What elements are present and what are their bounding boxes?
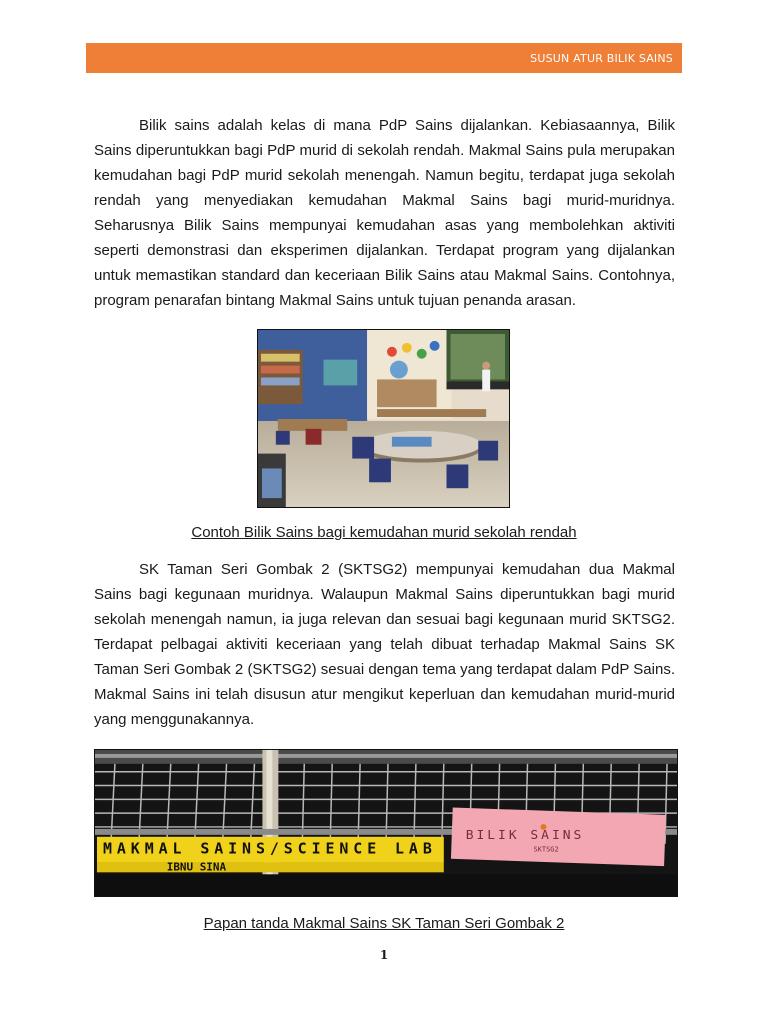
page-number: 1: [379, 948, 389, 962]
pink-sign-line2: SKTSG2: [533, 845, 559, 854]
paragraph-intro: Bilik sains adalah kelas di mana PdP Sains dijalankan. Kebiasaannya, Bilik Sains diperuntukkan bagi PdP murid di sekolah rendah. Makmal Sains pula merupakan kemudahan bagi PdP murid sekolah menengah. Namun begitu, terdapat juga sekolah rendah yang menyediakan kemudahan Makmal Sains bagi murid-muridnya. Seharusnya Bilik Sains mempunyai kemudahan asas yang membolehkan aktiviti seperti demonstrasi dan eksperimen dijalankan. Terdapat program yang dijalankan untuk memastikan standard dan keceriaan Bilik Sains atau Makmal Sains. Contohnya, program penarafan bintang Makmal Sains untuk tujuan penanda arasan.: [94, 117, 675, 309]
header-title: SUSUN ATUR BILIK SAINS: [530, 51, 673, 65]
pink-sign-line1: BILIK SAINS: [465, 827, 585, 843]
yellow-sign-line1: MAKMAL SAINS/SCIENCE LAB: [102, 839, 432, 858]
signboard-photo: [94, 749, 678, 897]
classroom-photo: [257, 329, 510, 508]
figure-caption-signboard: Papan tanda Makmal Sains SK Taman Seri Gombak 2: [203, 915, 565, 932]
yellow-sign-line2: IBNU SINA: [166, 860, 227, 874]
header-bar: [86, 43, 682, 73]
signboard-illustration: [95, 750, 677, 896]
classroom-illustration: [258, 330, 509, 507]
paragraph-sktsg2: SK Taman Seri Gombak 2 (SKTSG2) mempunyai kemudahan dua Makmal Sains bagi kegunaan muridnya. Walaupun Makmal Sains diperuntukkan bagi murid sekolah menengah namun, ia juga relevan dan sesuai bagi kegunaan murid SKTSG2. Terdapat pelbagai aktiviti keceriaan yang telah dibuat terhadap Makmal Sains SK Taman Seri Gombak 2 (SKTSG2) sesuai dengan tema yang terdapat dalam PdP Sains. Makmal Sains ini telah disusun atur mengikut keperluan dan kemudahan murid-murid yang menggunakannya.: [94, 561, 675, 728]
figure-caption-classroom: Contoh Bilik Sains bagi kemudahan murid sekolah rendah: [191, 524, 577, 541]
